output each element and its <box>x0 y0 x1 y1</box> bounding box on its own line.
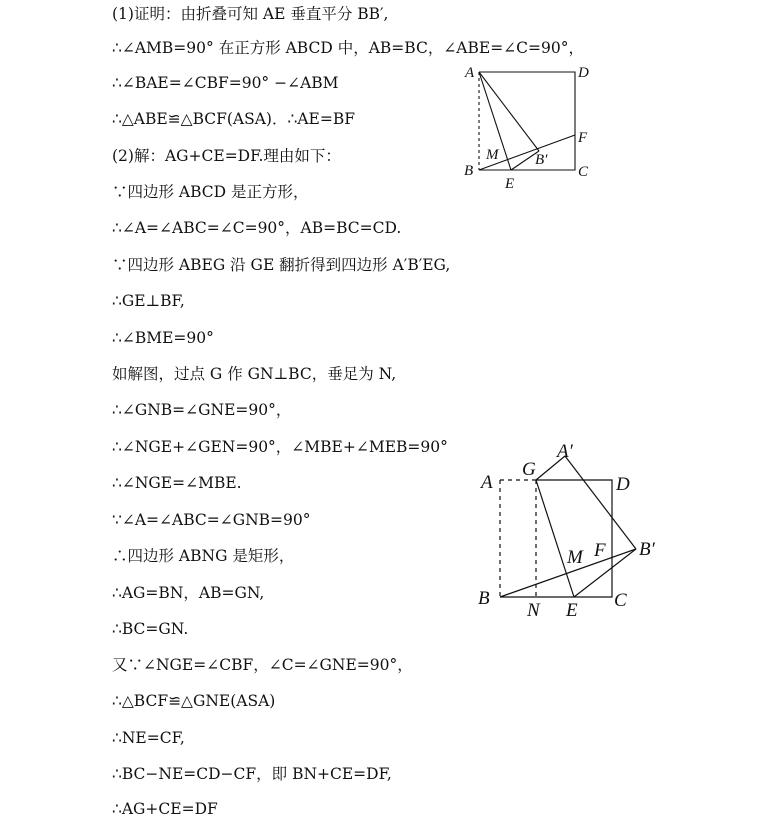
fig1-label-b-prime: B′ <box>535 152 548 168</box>
solution-line-18: ∴BC=GN. <box>112 620 189 638</box>
solution-line-10: ∴∠BME=90° <box>112 329 214 347</box>
solution-line-7: ∴∠A=∠ABC=∠C=90°，AB=BC=CD. <box>112 219 402 237</box>
solution-line-4: ∴△ABE≌△BCF(ASA)．∴AE=BF <box>112 110 355 128</box>
fig1-label-c: C <box>578 164 589 180</box>
figure-2-fold-construction <box>470 435 670 625</box>
solution-line-2: ∴∠AMB=90° 在正方形 ABCD 中，AB=BC，∠ABE=∠C=90°， <box>112 39 584 57</box>
solution-line-16: ∴四边形 ABNG 是矩形， <box>112 547 295 565</box>
fig1-label-f: F <box>578 130 588 146</box>
fig2-label-a-prime: A′ <box>557 441 573 462</box>
fig2-label-b-prime: B′ <box>639 539 655 560</box>
solution-line-21: ∴NE=CF, <box>112 729 185 747</box>
fig1-label-e: E <box>505 176 515 192</box>
solution-line-6: ∵四边形 ABCD 是正方形， <box>112 183 309 201</box>
figure-1-square-fold <box>455 60 595 195</box>
fig2-label-e: E <box>566 600 578 621</box>
fig2-label-m: M <box>567 547 583 568</box>
fig1-segment-ab-prime <box>479 72 539 151</box>
solution-line-5: (2)解：AG+CE=DF.理由如下： <box>112 147 341 165</box>
fig1-label-b: B <box>464 163 474 179</box>
solution-line-12: ∴∠GNB=∠GNE=90°， <box>112 401 292 419</box>
solution-line-9: ∴GE⊥BF, <box>112 292 185 310</box>
fig2-label-a: A <box>481 472 493 493</box>
fig2-label-n: N <box>527 600 540 621</box>
fig2-square-edges <box>500 480 612 597</box>
solution-line-20: ∴△BCF≌△GNE(ASA) <box>112 692 276 710</box>
solution-line-8: ∵四边形 ABEG 沿 GE 翻折得到四边形 A′B′EG, <box>112 256 451 274</box>
solution-line-11: 如解图，过点 G 作 GN⊥BC，垂足为 N, <box>112 365 397 383</box>
fig2-label-d: D <box>616 474 630 495</box>
fig1-label-d: D <box>578 65 589 81</box>
fig2-label-c: C <box>614 590 627 611</box>
fig2-label-g: G <box>522 459 536 480</box>
solution-line-15: ∵∠A=∠ABC=∠GNB=90° <box>112 511 311 529</box>
solution-line-22: ∴BC−NE=CD−CF，即 BN+CE=DF, <box>112 765 392 783</box>
solution-line-19: 又∵∠NGE=∠CBF，∠C=∠GNE=90°， <box>112 656 413 674</box>
solution-line-1: (1)证明：由折叠可知 AE 垂直平分 BB′, <box>112 5 389 23</box>
solution-line-13: ∴∠NGE+∠GEN=90°，∠MBE+∠MEB=90° <box>112 438 448 456</box>
solution-line-23: ∴AG+CE=DF <box>112 800 218 818</box>
solution-line-3: ∴∠BAE=∠CBF=90° −∠ABM <box>112 74 339 92</box>
fig2-label-b: B <box>478 588 490 609</box>
solution-line-17: ∴AG=BN，AB=GN, <box>112 584 265 602</box>
fig2-segment-a-prime-b-prime <box>565 456 636 549</box>
fig1-label-a: A <box>465 65 475 81</box>
fig2-label-f: F <box>594 540 606 561</box>
fig1-label-m: M <box>486 147 499 163</box>
solution-line-14: ∴∠NGE=∠MBE. <box>112 474 242 492</box>
fig2-segment-ge <box>536 480 574 597</box>
